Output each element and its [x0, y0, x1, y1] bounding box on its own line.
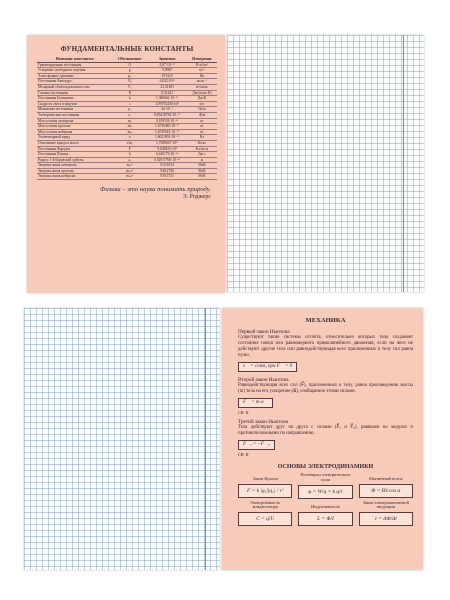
electro-cell	[238, 473, 292, 499]
table-cell: Кл/моль	[187, 146, 217, 152]
table-cell: 9,648456⋅10⁴	[147, 146, 186, 152]
table-cell: 8,31441	[147, 90, 186, 96]
law2-text: Равнодействующая всех сил (F⃗), приложенных к телу, равна произведению массы (m) тела на его ускорение (a⃗), сообщаемое этими силами.	[238, 383, 413, 394]
table-cell: Радиус 1-й боровской орбиты	[37, 157, 112, 163]
table-cell: моль⁻¹	[187, 79, 217, 85]
table-cell: g	[112, 68, 147, 74]
table-cell: h	[112, 152, 147, 158]
table-cell: c	[112, 101, 147, 107]
mechanics-page	[222, 308, 423, 570]
table-cell: 939,5731	[147, 174, 186, 180]
table-cell: Скорость света в вакууме	[37, 101, 112, 107]
table-cell: Дж⋅с	[187, 152, 217, 158]
electro-formula: F = k |q₁||q₂| / r²	[238, 484, 292, 498]
table-cell: Энергия покоя электрона	[37, 163, 112, 169]
table-cell: mₑ	[112, 118, 147, 124]
electro-title: ОСНОВЫ ЭЛЕКТРОДИНАМИКИ	[277, 464, 374, 470]
electro-label: Индуктивность	[311, 503, 340, 509]
electro-label: Потенциал электрического поля	[300, 472, 351, 482]
table-cell: Ф/м	[187, 112, 217, 118]
table-cell: mₙ	[112, 129, 147, 135]
table-cell: 22,41383	[147, 84, 186, 90]
table-cell: e/mₑ	[112, 140, 147, 146]
electro-cell	[298, 501, 352, 527]
table-cell: Постоянная Авогадро	[37, 79, 112, 85]
table-cell: Атмосферное давление	[37, 73, 112, 79]
table-cell: м	[187, 157, 217, 163]
table-cell: F	[112, 146, 147, 152]
electro-formula: ε = ΔΦ/Δt	[359, 512, 413, 526]
table-cell: 9,8065	[147, 68, 186, 74]
quote-text: Физика – это наука понимать природу.	[100, 186, 211, 194]
table-cell: 2,99792458⋅10⁸	[147, 101, 186, 107]
table-cell: Магнитная постоянная	[37, 107, 112, 113]
table-cell: Ускорение свободного падения	[37, 68, 112, 74]
electro-formula: C = q/U	[238, 512, 292, 526]
table-cell: м/с²	[187, 68, 217, 74]
electro-label: Закон электромагнитной индукции	[362, 499, 409, 510]
table-cell: м/с	[187, 101, 217, 107]
mechanics-title: МЕХАНИКА	[305, 317, 346, 324]
column-header: Обозначение	[112, 56, 147, 62]
table-cell: Постоянная Фарадея	[37, 146, 112, 152]
table-cell: 8,85418782⋅10⁻¹²	[147, 112, 186, 118]
electro-cell	[298, 473, 352, 499]
column-header: Значение	[147, 56, 186, 62]
table-cell: 9,109534⋅10⁻³¹	[147, 118, 186, 124]
table-cell: кг	[187, 129, 217, 135]
quote-author: Э. Роджерс	[182, 194, 211, 201]
table-cell: Молярный объём идеального газа	[37, 84, 112, 90]
law2-formula: F⃗ = m⋅a⃗	[238, 398, 273, 408]
table-body	[37, 62, 217, 179]
table-cell: 6,626176⋅10⁻³⁴	[147, 152, 186, 158]
table-cell: кг	[187, 124, 217, 130]
table-cell: 1,6726485⋅10⁻²⁷	[147, 124, 186, 130]
table-cell: R	[112, 90, 147, 96]
table-cell: Nₐ	[112, 79, 147, 85]
table-cell: Постоянная Больцмана	[37, 96, 112, 102]
table-cell: Гн/м	[187, 107, 217, 113]
table-cell: Отношение заряда к массе	[37, 140, 112, 146]
table-cell: 4π⋅10⁻⁷	[147, 107, 186, 113]
table-cell: 1,7588047⋅10¹¹	[147, 140, 186, 146]
table-cell: Дж/К	[187, 96, 217, 102]
table-cell: a₀	[112, 157, 147, 163]
table-cell: кг	[187, 118, 217, 124]
table-cell: Электрическая постоянная	[37, 112, 112, 118]
table-cell: mₚc²	[112, 168, 147, 174]
law3-text: Тела действуют друг на друга с силами (F⃗₁ и F⃗₂), равными по модулю и противоположными по направлению.	[238, 425, 413, 436]
electro-formulas	[238, 473, 413, 526]
electro-label: Закон Кулона	[252, 476, 278, 482]
table-cell: 0,511034	[147, 163, 186, 169]
table-cell: Масса покоя протона	[37, 124, 112, 130]
table-cell: mₚ	[112, 124, 147, 130]
table-cell: e	[112, 135, 147, 141]
column-header: Название константы	[37, 56, 112, 62]
table-cell: Элементарный заряд	[37, 135, 112, 141]
table-cell: p₀	[112, 73, 147, 79]
table-cell: 1,6749543⋅10⁻²⁷	[147, 129, 186, 135]
table-cell: Кл	[187, 135, 217, 141]
table-cell: Гравитационная постоянная	[37, 62, 112, 68]
table-cell: k	[112, 96, 147, 102]
table-cell: V₀	[112, 84, 147, 90]
law1-title: Первый закон Ньютона	[238, 329, 290, 335]
table-cell: ε₀	[112, 112, 147, 118]
table-row	[37, 174, 217, 180]
law1-text: Существуют такие системы отсчёта, относительно которых тело сохраняет состояние покоя или равномерного прямолинейного движения, если на него не действуют другие тела или равнодействующая всех приложенных к телу сил равна нулю.	[238, 335, 413, 358]
law3-title: Третий закон Ньютона	[238, 419, 289, 425]
law1-formula: v⃗ = const, при F⃗ = 0	[238, 362, 297, 372]
electro-cell	[238, 501, 292, 527]
grid-page-top	[227, 35, 424, 292]
table-cell: mₑc²	[112, 163, 147, 169]
table-cell: Энергия покоя протона	[37, 168, 112, 174]
law3-units: СИ: Н	[238, 452, 249, 457]
table-cell: Постоянная Планка	[37, 152, 112, 158]
table-cell: Масса покоя нейтрона	[37, 129, 112, 135]
table-cell: 938,2796	[147, 168, 186, 174]
table-cell: Кл/кг	[187, 140, 217, 146]
table-cell: 0,52917706⋅10⁻¹⁰	[147, 157, 186, 163]
grid-page-bottom	[24, 308, 220, 570]
table-cell: МэВ	[187, 174, 217, 180]
table-cell: 1,380662⋅10⁻²³	[147, 96, 186, 102]
electro-cell	[359, 473, 413, 499]
law3-formula: F⃗₁ = −F⃗₂	[238, 440, 275, 450]
constants-page	[27, 35, 225, 293]
table-cell: Н⋅м²/кг²	[187, 62, 217, 68]
margin-line	[403, 35, 404, 292]
electro-label: Электроёмкость конденсатора	[250, 499, 281, 510]
electro-formula: φ = W/q = k q/r	[298, 485, 352, 499]
law2-units: СИ: Н	[238, 410, 249, 415]
table-cell: Па	[187, 73, 217, 79]
table-cell: Масса покоя электрона	[37, 118, 112, 124]
table-cell: 6,67⋅10⁻¹¹	[147, 62, 186, 68]
table-cell: mₙc²	[112, 174, 147, 180]
table-cell: 6,022⋅10²³	[147, 79, 186, 85]
table-cell: μ₀	[112, 107, 147, 113]
constants-title: ФУНДАМЕНТАЛЬНЫЕ КОНСТАНТЫ	[60, 45, 194, 53]
column-header: Измерение	[187, 56, 217, 62]
margin-line	[205, 308, 206, 570]
table-cell: Дж/(моль⋅К)	[187, 90, 217, 96]
table-cell: 1,6021892⋅10⁻¹⁹	[147, 135, 186, 141]
table-cell: Газовая постоянная	[37, 90, 112, 96]
table-cell: Энергия покоя нейтрона	[37, 174, 112, 180]
table-cell: 101325	[147, 73, 186, 79]
electro-formula: L = Φ/I	[298, 512, 352, 526]
table-cell: G	[112, 62, 147, 68]
electro-cell	[359, 501, 413, 527]
electro-label: Магнитный поток	[368, 476, 403, 482]
law2-title: Второй закон Ньютона	[238, 377, 289, 383]
table-cell: МэВ	[187, 168, 217, 174]
electro-formula: Φ = BS cos α	[359, 484, 413, 498]
table-cell: МэВ	[187, 163, 217, 169]
table-cell: м³/моль	[187, 84, 217, 90]
constants-table	[37, 56, 217, 180]
